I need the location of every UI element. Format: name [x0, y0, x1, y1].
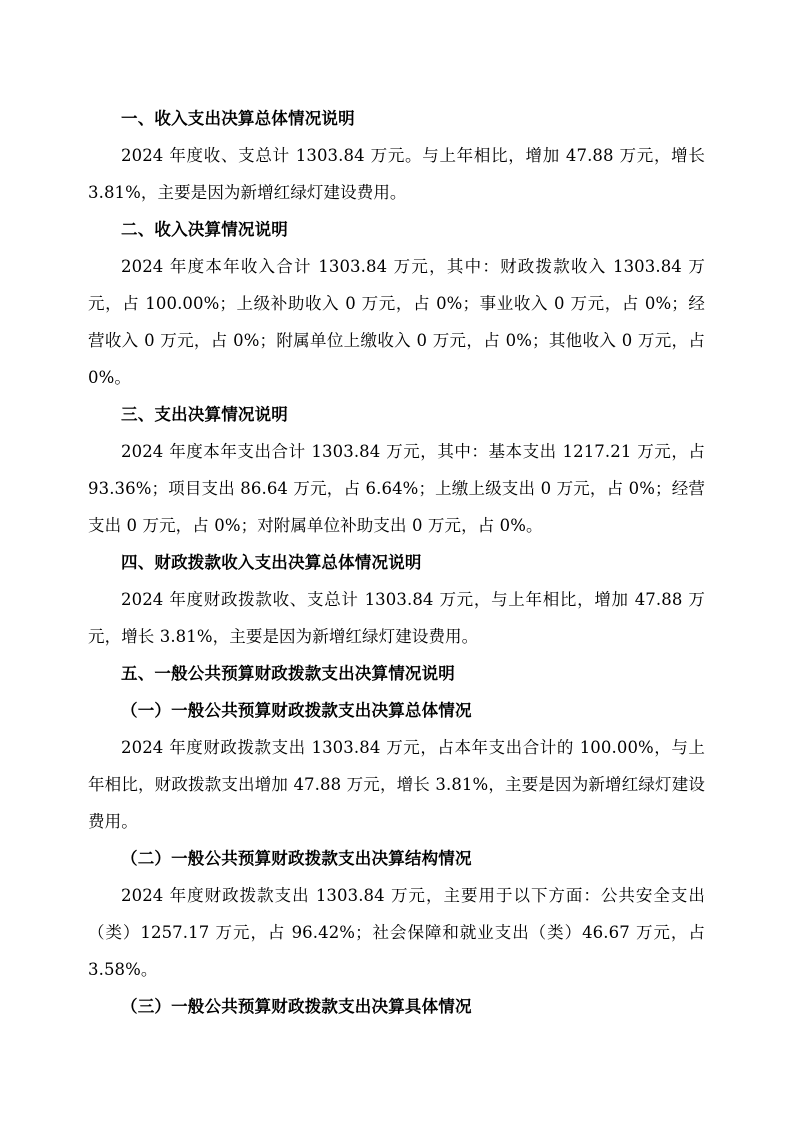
- section-subheading-5-3: （三）一般公共预算财政拨款支出决算具体情况: [121, 997, 472, 1016]
- section-heading-4: 四、财政拨款收入支出决算总体情况说明: [121, 553, 422, 572]
- section-subheading-5-1: （一）一般公共预算财政拨款支出决算总体情况: [121, 701, 472, 720]
- section-para-5-2: 2024 年度财政拨款支出 1303.84 万元，主要用于以下方面：公共安全支出（类）1257.17 万元，占 96.42%；社会保障和就业支出（类）46.67 万元，占 3.58%。: [88, 886, 705, 979]
- section-heading-3: 三、支出决算情况说明: [121, 405, 288, 424]
- section-heading-5: 五、一般公共预算财政拨款支出决算情况说明: [121, 664, 455, 683]
- section-para-1: 2024 年度收、支总计 1303.84 万元。与上年相比，增加 47.88 万元，增长 3.81%，主要是因为新增红绿灯建设费用。: [88, 146, 705, 202]
- section-para-3: 2024 年度本年支出合计 1303.84 万元，其中：基本支出 1217.21 万元，占 93.36%；项目支出 86.64 万元，占 6.64%；上缴上级支出 0 万元，占 0%；经营支出 0 万元，占 0%；对附属单位补助支出 0 万元，占 0%。: [88, 442, 705, 535]
- document-body: [88, 100, 705, 1025]
- section-para-4: 2024 年度财政拨款收、支总计 1303.84 万元，与上年相比，增加 47.88 万元，增长 3.81%，主要是因为新增红绿灯建设费用。: [88, 590, 705, 646]
- section-heading-1: 一、收入支出决算总体情况说明: [121, 109, 355, 128]
- section-heading-2: 二、收入决算情况说明: [121, 220, 288, 239]
- section-para-5-1: 2024 年度财政拨款支出 1303.84 万元，占本年支出合计的 100.00%，与上年相比，财政拨款支出增加 47.88 万元，增长 3.81%，主要是因为新增红绿灯建设费用。: [88, 738, 705, 831]
- section-subheading-5-2: （二）一般公共预算财政拨款支出决算结构情况: [121, 849, 472, 868]
- section-para-2: 2024 年度本年收入合计 1303.84 万元，其中：财政拨款收入 1303.84 万元，占 100.00%；上级补助收入 0 万元，占 0%；事业收入 0 万元，占 0%；经营收入 0 万元，占 0%；附属单位上缴收入 0 万元，占 0%；其他收入 0 万元，占 0%。: [88, 257, 705, 387]
